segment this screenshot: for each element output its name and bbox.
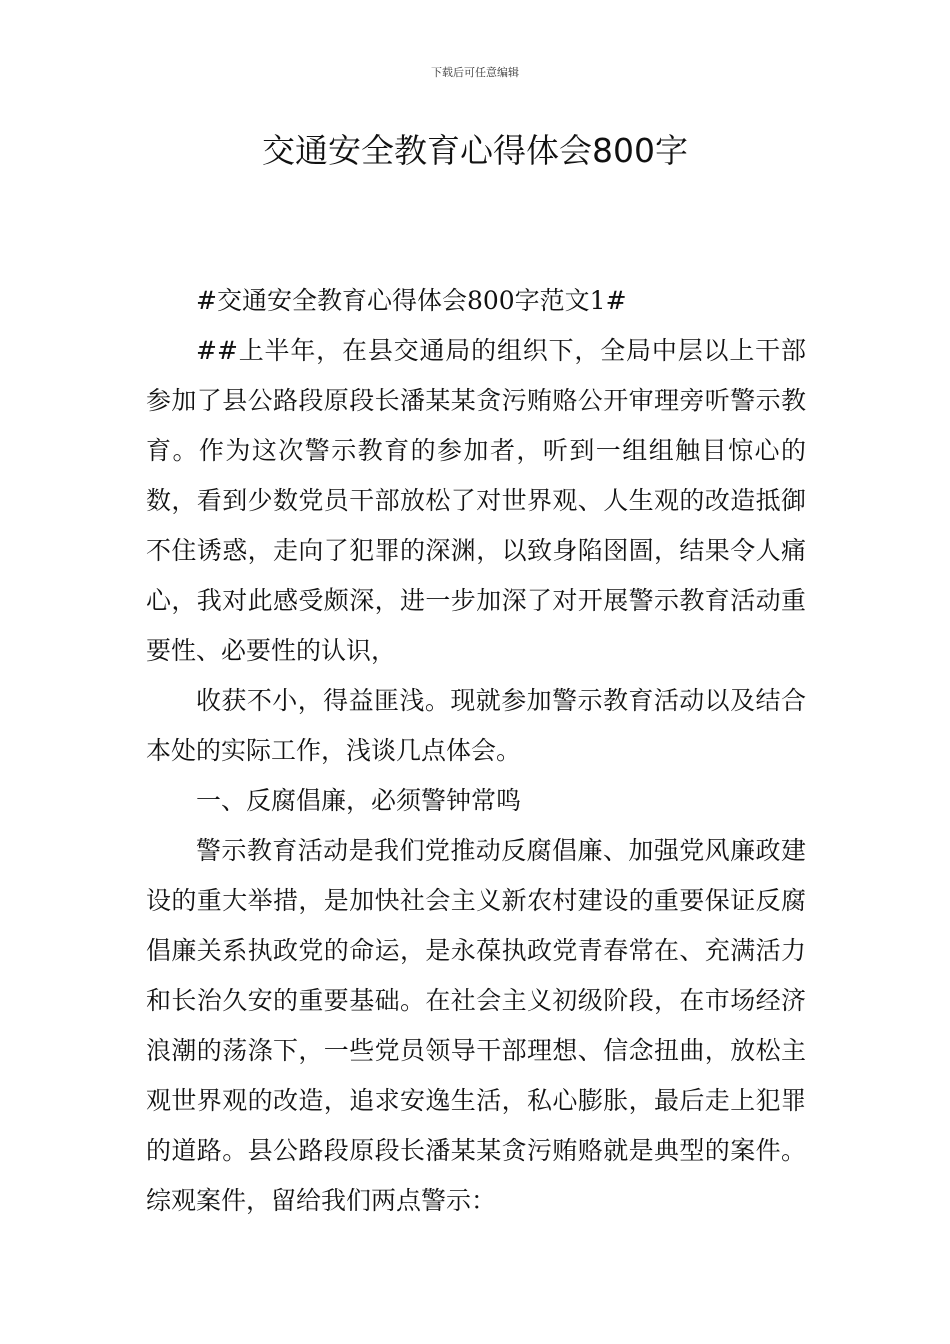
header-note: 下载后可任意编辑 [431,66,519,79]
document-title: 交通安全教育心得体会800字 [262,131,688,170]
paragraph: ##上半年，在县交通局的组织下，全局中层以上干部参加了县公路段原段长潘某某贪污贿赂公开审理旁听警示教育。作为这次警示教育的参加者，听到一组组触目惊心的数，看到少数党员干部放松了对世界观、人生观的改造抵御不住诱惑，走向了犯罪的深渊，以致身陷囹圄，结果令人痛心，我对此感受颇深，进一步加深了对开展警示教育活动重要性、必要性的认识， [146,336,806,665]
paragraph: 警示教育活动是我们党推动反腐倡廉、加强党风廉政建设的重大举措，是加快社会主义新农村建设的重要保证反腐倡廉关系执政党的命运，是永葆执政党青春常在、充满活力和长治久安的重要基础。在社会主义初级阶段，在市场经济浪潮的荡涤下，一些党员领导干部理想、信念扭曲，放松主观世界观的改造，追求安逸生活，私心膨胀，最后走上犯罪的道路。县公路段原段长潘某某贪污贿赂就是典型的案件。综观案件，留给我们两点警示： [146,836,806,1215]
document-body [146,276,806,1226]
section-heading: 一、反腐倡廉，必须警钟常鸣 [196,786,522,815]
paragraph: 收获不小，得益匪浅。现就参加警示教育活动以及结合本处的实际工作，浅谈几点体会。 [146,686,806,765]
paragraph-subtitle: #交通安全教育心得体会800字范文1# [196,286,627,315]
